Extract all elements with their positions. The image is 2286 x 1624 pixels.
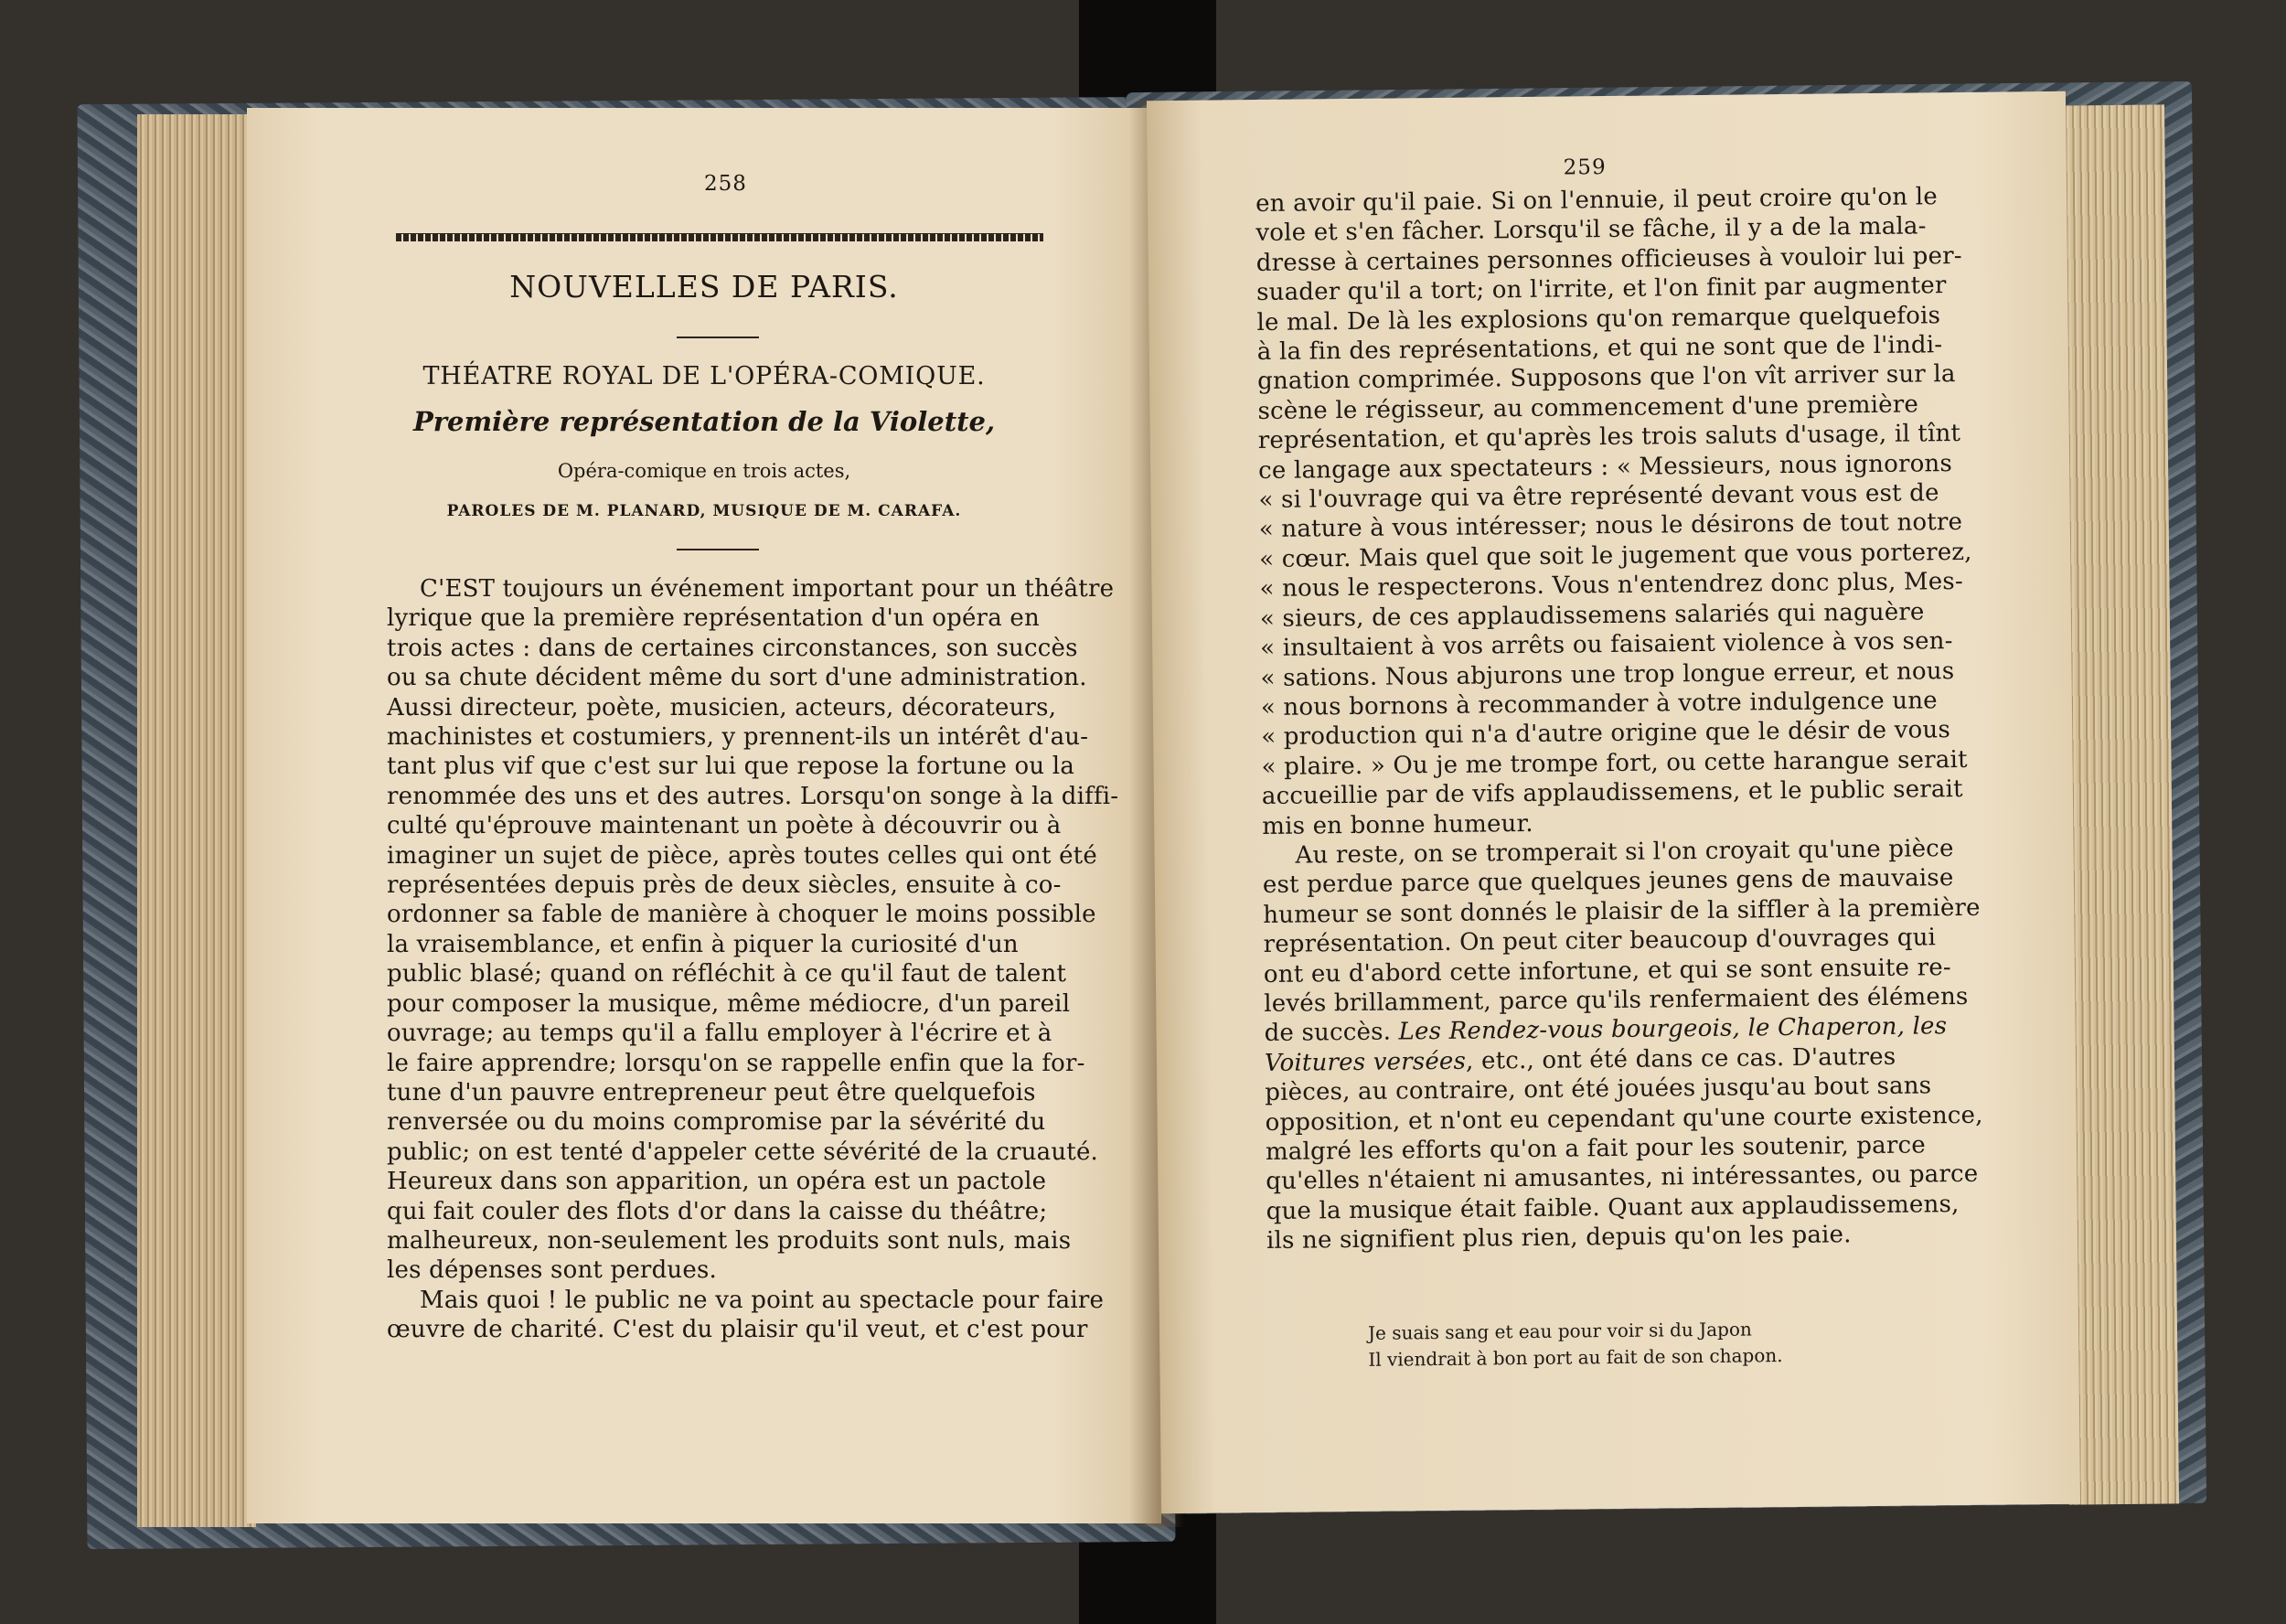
text-line: ont eu d'abord cette infortune, et qui se sont ensuite re- [1263, 953, 1951, 988]
text-line: trois actes : dans de certaines circonstances, son succès [387, 634, 1078, 662]
text-line: tant plus vif que c'est sur lui que repose la fortune ou la [387, 753, 1075, 781]
text-line: culté qu'éprouve maintenant un poète à découvrir ou à [387, 812, 1062, 840]
text-line: ordonner sa fable de manière à choquer le moins possible [387, 901, 1096, 929]
text-line: « insultaient à vos arrêts ou faisaient violence à vos sen- [1260, 627, 1953, 663]
text-line: renversée ou du moins compromise par la sévérité du [387, 1108, 1046, 1137]
short-rule-top [677, 337, 759, 338]
text-line: imaginer un sujet de pièce, après toutes celles qui ont été [387, 841, 1097, 870]
credits-line: PAROLES DE M. PLANARD, MUSIQUE DE M. CARAFA. [446, 502, 962, 520]
text-line: « cœur. Mais quel que soit le jugement que vous porterez, [1259, 538, 1972, 573]
page-number-left: 258 [704, 172, 747, 196]
text-line: renommée des uns et des autres. Lorsqu'on songe à la diffi- [387, 782, 1119, 810]
text-line: malheureux, non-seulement les produits sont nuls, mais [387, 1226, 1072, 1255]
italic-titles: Les Rendez-vous bourgeois, le Chaperon, les [1398, 1012, 1948, 1046]
text-line: ce langage aux spectateurs : « Messieurs, nous ignorons [1258, 449, 1953, 485]
text-line: vole et s'en fâcher. Lorsqu'il se fâche, il y a de la mala- [1255, 212, 1927, 248]
text-line: pièces, au contraire, ont été jouées jusqu'au bout sans [1265, 1072, 1932, 1107]
right-body-text [1255, 182, 1983, 1256]
text-line: « nature à vous intéresser; nous le désirons de tout notre [1258, 508, 1963, 544]
text-line: lyrique que la première représentation d'un opéra en [387, 604, 1040, 633]
right-page [1147, 91, 2080, 1513]
left-body-text [387, 574, 1119, 1345]
text-line: qu'elles n'étaient ni amusantes, ni intéressantes, ou parce [1266, 1160, 1979, 1196]
text-line: pour composer la musique, même médiocre, d'un pareil [387, 989, 1071, 1018]
text-line: « sations. Nous abjurons une trop longue erreur, et nous [1260, 657, 1955, 692]
text-line: humeur se sont donnés le plaisir de la siffler à la première [1263, 893, 1981, 929]
text-line: « sieurs, de ces applaudissemens salariés qui naguère [1259, 598, 1925, 633]
text-line: Aussi directeur, poète, musicien, acteurs, décorateurs, [387, 693, 1057, 721]
verse-line: Je suais sang et eau pour voir si du Japon [1367, 1318, 1752, 1344]
left-page-edges [137, 114, 256, 1527]
text-line: ils ne signifient plus rien, depuis qu'on les paie. [1266, 1221, 1852, 1255]
text-line: œuvre de charité. C'est du plaisir qu'il veut, et c'est pour [387, 1316, 1088, 1344]
text-line: accueillie par de vifs applaudissemens, et le public serait [1261, 775, 1963, 811]
text-line: les dépenses sont perdues. [387, 1256, 717, 1285]
text-line: Mais quoi ! le public ne va point au spectacle pour faire [420, 1286, 1105, 1314]
text-line: machinistes et costumiers, y prennent-ils un intérêt d'au- [387, 723, 1089, 752]
text-line: levés brillamment, parce qu'ils renfermaient des élémens [1264, 982, 1969, 1018]
section-title: NOUVELLES DE PARIS. [509, 269, 899, 304]
left-page [247, 108, 1161, 1523]
italic-title-voitures: Voitures versées [1264, 1047, 1467, 1077]
text-line: « nous bornons à recommander à votre indulgence une [1260, 687, 1938, 721]
text-line: scène le régisseur, au commencement d'une première [1257, 390, 1919, 425]
premiere-heading: Première représentation de la Violette, [412, 406, 996, 437]
subtitle: Opéra-comique en trois actes, [557, 460, 851, 482]
text-line: mis en bonne humeur. [1262, 809, 1533, 840]
text-line: public blasé; quand on réfléchit à ce qu'il faut de talent [387, 960, 1067, 988]
text-fragment: , etc., ont été dans ce cas. D'autres [1465, 1042, 1896, 1075]
verse-quotation [1368, 1316, 1783, 1373]
text-line: suader qu'il a tort; on l'irrite, et l'on finit par augmenter [1255, 272, 1947, 307]
text-line: C'EST toujours un événement important pour un théâtre [420, 575, 1115, 603]
text-line: Heureux dans son apparition, un opéra est un pactole [387, 1168, 1047, 1196]
text-line: « si l'ouvrage qui va être représenté devant vous est de [1258, 479, 1939, 515]
short-rule-bottom [677, 549, 759, 550]
ornamental-rule [396, 233, 1043, 241]
text-line: représentées depuis près de deux siècles, ensuite à co- [387, 871, 1062, 900]
text-line: gnation comprimée. Supposons que l'on vît arriver sur la [1257, 360, 1956, 396]
text-line: qui fait couler des flots d'or dans la caisse du théâtre; [387, 1197, 1048, 1225]
text-fragment: de succès. [1264, 1018, 1399, 1048]
text-line: représentation. On peut citer beaucoup d'ouvrages qui [1263, 924, 1937, 959]
text-line: « plaire. » Ou je me trompe fort, ou cette harangue serait [1261, 745, 1968, 781]
text-line: le faire apprendre; lorsqu'on se rappelle enfin que la for- [387, 1049, 1085, 1077]
text-line: « nous le respecterons. Vous n'entendrez donc plus, Mes- [1259, 568, 1964, 604]
text-line: malgré les efforts qu'on a fait pour les soutenir, parce [1265, 1131, 1927, 1167]
text-line: à la fin des représentations, et qui ne sont que de l'indi- [1256, 331, 1943, 367]
text-line: ouvrage; au temps qu'il a fallu employer à l'écrire et à [387, 1020, 1052, 1048]
text-line: ou sa chute décident même du sort d'une administration. [387, 664, 1087, 692]
text-line: tune d'un pauvre entrepreneur peut être quelquefois [387, 1078, 1036, 1106]
text-line: opposition, et n'ont eu cependant qu'une courte existence, [1265, 1101, 1983, 1137]
text-line: en avoir qu'il paie. Si on l'ennuie, il peut croire qu'on le [1255, 183, 1939, 219]
text-line: « production qui n'a d'autre origine que le désir de vous [1261, 716, 1951, 752]
text-line: la vraisemblance, et enfin à piquer la curiosité d'un [387, 930, 1019, 958]
text-line: représentation, et qu'après les trois saluts d'usage, il tînt [1257, 420, 1961, 455]
page-number-right: 259 [1563, 155, 1607, 180]
text-line: est perdue parce que quelques jeunes gens de mauvaise [1262, 864, 1954, 900]
theatre-heading: THÉATRE ROYAL DE L'OPÉRA-COMIQUE. [422, 362, 986, 390]
text-line: dresse à certaines personnes officieuses à vouloir lui per- [1255, 241, 1962, 277]
text-line: le mal. De là les explosions qu'on remarque quelquefois [1256, 301, 1941, 337]
text-line: Au reste, on se tromperait si l'on croyait qu'une pièce [1295, 835, 1954, 870]
text-line: public; on est tenté d'appeler cette sévérité de la cruauté. [387, 1138, 1098, 1166]
verse-line: Il viendrait à bon port au fait de son chapon. [1368, 1344, 1783, 1371]
text-line: que la musique était faible. Quant aux applaudissemens, [1266, 1190, 1960, 1225]
